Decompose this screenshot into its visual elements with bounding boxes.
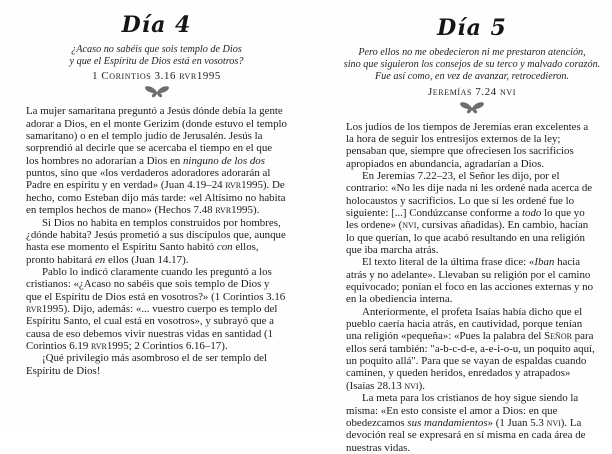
text-run: La mujer samaritana preguntó a Jesús dónde debía la gente adorar a Dios, en el monte Gerizim (donde estuvo el templo samaritano) o en el templo judío de Jerusalén. Jesús la sorprendió al decirle que se acercaba el tiempo en el que los hombres no adorarían a Dios en (26, 105, 287, 167)
text-run: Anteriormente, el profeta Isaías había dicho que el pueblo caería hacia atrás, en cautividad, porque tenían una religión «pequeña»: «Pues la palabra del (346, 305, 583, 343)
text-run: Iban (534, 256, 555, 269)
paragraph (26, 217, 287, 266)
epigraph-line: y que el Espíritu de Dios está en vosotros? (69, 56, 244, 68)
epigraph (14, 44, 299, 68)
text-run: lo que yo les ordene» ( (346, 207, 585, 232)
text-run: Si Dios no habita en templos construidos por hombres, ¿dónde habita? Jesús prometió a sus discípulos que, aunque hasta ese momento el Espíritu Santo habitó (26, 216, 286, 254)
text-run: ). (418, 379, 425, 392)
text-run: con (216, 241, 233, 254)
text-run: rvr1995 (215, 204, 253, 217)
text-run: hacia atrás y no adelante». Llevaban su religión por el camino equivocado; ponían el foco en las acciones externas y no en la obediencia interna. (346, 256, 594, 306)
text-run: La meta para los cristianos de hoy sigue siendo la misma: «En esto consiste el amor a Dios: en que obedezcamos (346, 392, 579, 429)
epigraph-line: Pero ellos no me obedecieron ni me prestaron atención, (358, 47, 586, 58)
text-run: El texto literal de la última frase dice: « (362, 256, 535, 269)
epigraph-line: Fue así como, en vez de avanzar, retrocedieron. (374, 71, 570, 83)
text-run: nvi (546, 416, 561, 429)
text-run: sus mandamientos (407, 416, 488, 429)
text-run: nvi (404, 379, 419, 392)
epigraph (334, 47, 610, 84)
text-run: ). La devoción real se expresará en sí misma en cada área de nuestras vidas. (346, 416, 586, 454)
scripture-reference: 1 Corintios 3.16 rvr1995 (92, 70, 221, 83)
text-run: ellos, pronto habitará (26, 241, 259, 266)
text-run: todo (522, 207, 542, 220)
text-run: ellos (Juan 14.17). (105, 253, 189, 266)
text-run: para ellos será también: "a-b-c-d-e, a-e-i-o-u, un poquito aquí, un poquito allá". Para que se vayan de espaldas cuando caminen, y queden heridos, enredados y atrapados» (Isaías 28.13 (346, 330, 595, 392)
text-run: En Jeremías 7.22–23, el Señor les dijo, por el contrario: «No les dije nada ni les ordené nada acerca de holocaustos y sacrificios. Lo que sí les ordené fue lo siguiente: [...] Condúzcanse conforme a (346, 169, 593, 220)
text-run: ). (252, 204, 260, 217)
paragraph (346, 121, 598, 170)
page-title: Día 5 (437, 15, 507, 41)
text-run: ). De hecho, como Esteban dijo más tarde: «el Altísimo no habita en templos hechos de mano» (Hechos 7.48 (26, 179, 286, 217)
butterfly-icon (26, 85, 287, 102)
text-run: ; 2 Corintios 6.16–17). (128, 339, 228, 352)
text-run: puntos, sino que «los verdaderos adoradores adorarán al Padre en espíritu y en verdad» (Juan 4.19–24 (26, 167, 271, 192)
text-run: ¡Qué privilegio más asombroso el de ser templo del Espíritu de Dios! (26, 352, 268, 377)
page-dia-4 (0, 0, 306, 432)
text-run: Pablo lo indicó claramente cuando les preguntó a los cristianos: «¿Acaso no sabéis que sois templo de Dios y que el Espíritu de Dios está en vosotros?» (1 Corintios 3.16 (26, 265, 286, 303)
butterfly-icon (346, 101, 598, 118)
epigraph-line: sino que siguieron los consejos de su terco y malvado corazón. (343, 59, 601, 71)
text-run: rvr1995 (225, 179, 263, 192)
page-title: Día 4 (121, 12, 192, 38)
paragraph (346, 256, 598, 305)
page-dia-5 (306, 0, 612, 454)
text-run: ninguno de los dos (182, 154, 265, 167)
text-run: ). Dijo, además: «... vuestro cuerpo es templo del Espíritu Santo, el cual está en vosotros», y subrayó que a causa de eso debemos vivir nuestras vidas en santidad (1 Corintios 6.19 (26, 302, 278, 352)
paragraph (26, 266, 287, 352)
scripture-reference: Jeremías 7.24 nvi (427, 85, 517, 98)
text-run: , cursivas añadidas). En cambio, hacían lo que querían, lo que acabó resultando en una religión que iba marcha atrás. (346, 219, 589, 257)
text-run: nvi (402, 219, 417, 232)
text-run: rvr1995 (26, 302, 64, 315)
paragraph (346, 170, 598, 256)
paragraph (26, 352, 287, 377)
body-text (26, 105, 287, 377)
text-run: » (1 Juan 5.3 (487, 416, 547, 429)
text-run: Señor (544, 330, 572, 343)
text-run: en (94, 253, 106, 266)
paragraph (346, 392, 598, 454)
text-run: Los judíos de los tiempos de Jeremías eran excelentes a la hora de seguir los entresijos externos de la ley; pensaban que, siempre que ofreciesen los sacrificios apropiados en abundancia, agradarían a Dios. (346, 120, 589, 170)
body-text (346, 121, 598, 454)
paragraph (26, 105, 287, 216)
text-run: rvr1995 (91, 339, 129, 352)
epigraph-line: ¿Acaso no sabéis que sois templo de Dios (71, 44, 242, 55)
paragraph (346, 306, 598, 392)
